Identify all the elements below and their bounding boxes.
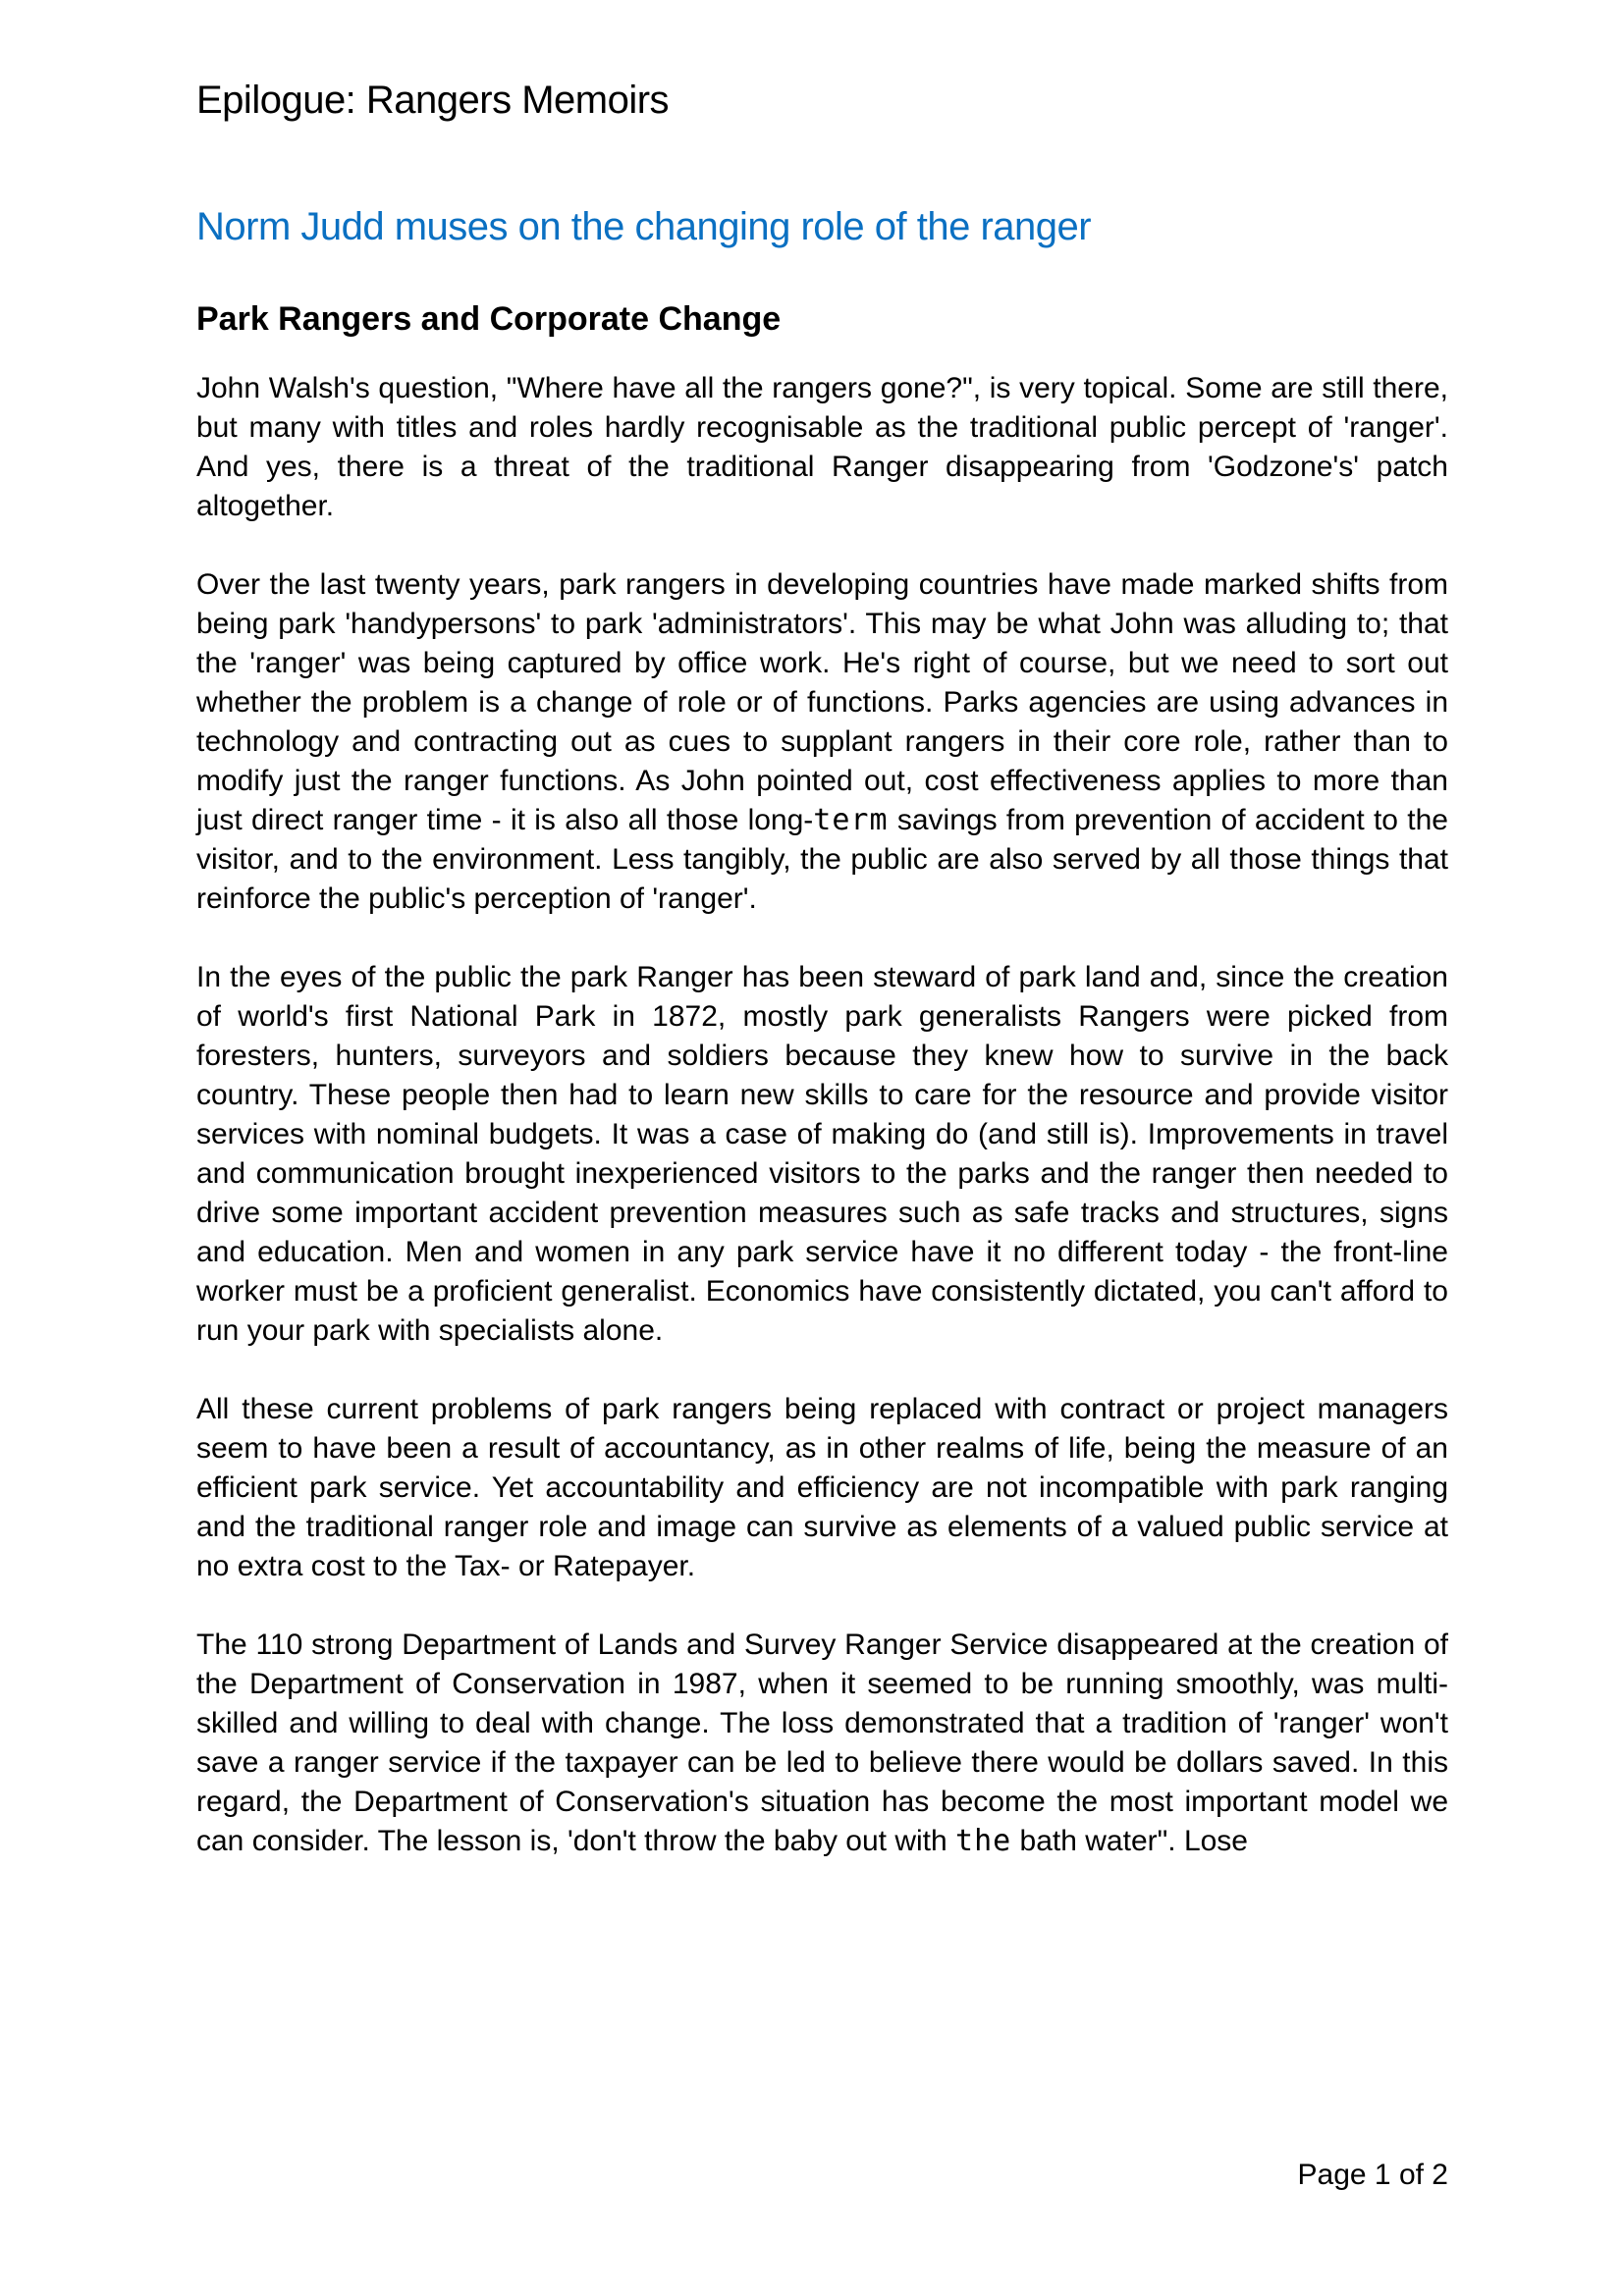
text-run: The 110 strong Department of Lands and Survey Ranger Service disappeared at the creation of the Department of Conservation in 1987, when it seemed to be running smoothly, was multi-skilled and willing to deal with change. The loss demonstrated that a tradition of 'ranger' won't save a ranger service if the taxpayer can be led to believe there would be dollars saved. In this regard, the Department of Conservation's situation has become the most important model we can consider. The lesson is, 'don't throw the baby out with: [196, 1629, 1448, 1857]
body-paragraph: [196, 369, 1448, 526]
substituted-font-run: term: [813, 803, 889, 837]
text-run: In the eyes of the public the park Ranger has been steward of park land and, since the creation of world's first National Park in 1872, mostly park generalists Rangers were picked from foresters, hunters, surveyors and soldiers because they knew how to survive in the back country. These people then had to learn new skills to care for the resource and provide visitor services with nominal budgets. It was a case of making do (and still is). Improvements in travel and communication brought inexperienced visitors to the parks and the ranger then needed to drive some important accident prevention measures such as safe tracks and structures, signs and education. Men and women in any park service have it no different today - the front-line worker must be a proficient generalist. Economics have consistently dictated, you can't afford to run your park with specialists alone.: [196, 961, 1448, 1347]
body-paragraph: [196, 1390, 1448, 1586]
page-title: Epilogue: Rangers Memoirs: [196, 79, 670, 122]
article-subheading: Park Rangers and Corporate Change: [196, 300, 782, 338]
text-run: bath water". Lose: [1011, 1825, 1248, 1857]
article-heading: Norm Judd muses on the changing role of the ranger: [196, 205, 1092, 248]
text-run: John Walsh's question, "Where have all the rangers gone?", is very topical. Some are still there, but many with titles and roles hardly recognisable as the traditional public percept of 'ranger'. And yes, there is a threat of the traditional Ranger disappearing from 'Godzone's' patch altogether.: [196, 372, 1448, 522]
text-run: savings from prevention of accident to the visitor, and to the environment. Less tangibly, the public are also served by all those things that reinforce the public's perception of 'ranger'.: [196, 804, 1448, 915]
page-number: Page 1 of 2: [1297, 2159, 1448, 2191]
substituted-font-run: the: [955, 1824, 1012, 1858]
text-run: Over the last twenty years, park rangers in developing countries have made marked shifts from being park 'handypersons' to park 'administrators'. This may be what John was alluding to; that the 'ranger' was being captured by office work. He's right of course, but we need to sort out whether the problem is a change of role or of functions. Parks agencies are using advances in technology and contracting out as cues to supplant rangers in their core role, rather than to modify just the ranger functions. As John pointed out, cost effectiveness applies to more than just direct ranger time - it is also all those long-: [196, 568, 1448, 836]
article-body: [196, 369, 1448, 1861]
body-paragraph: [196, 958, 1448, 1351]
text-run: All these current problems of park rangers being replaced with contract or project managers seem to have been a result of accountancy, as in other realms of life, being the measure of an efficient park service. Yet accountability and efficiency are not incompatible with park ranging and the traditional ranger role and image can survive as elements of a valued public service at no extra cost to the Tax- or Ratepayer.: [196, 1393, 1448, 1582]
body-paragraph: [196, 565, 1448, 919]
body-paragraph: [196, 1626, 1448, 1861]
